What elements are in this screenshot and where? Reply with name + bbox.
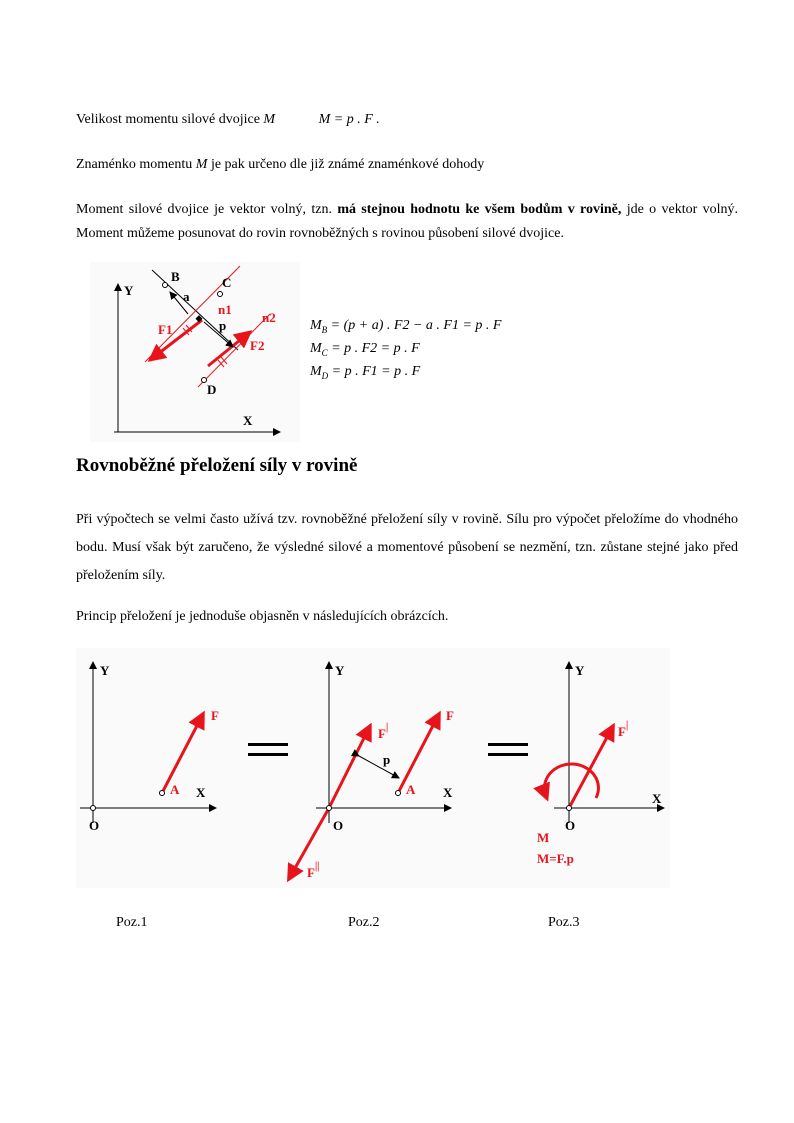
principle-paragraph: Princip přeložení je jednoduše objasněn v následujících obrázcích. — [76, 609, 449, 624]
label-b: B — [171, 269, 180, 284]
pos3-y-label: Y — [575, 663, 585, 678]
y-axis-label: Y — [124, 283, 134, 298]
pos3-origin — [567, 806, 572, 811]
pos2-p-label: p — [383, 752, 391, 767]
pos1-x-label: X — [196, 785, 206, 800]
sign-var: M — [195, 157, 208, 172]
pos2-a-label: A — [406, 782, 416, 797]
sign-text-after: je pak určeno dle již známé znaménkové dohody — [210, 157, 485, 172]
pos3-f1-label: F| — [618, 720, 629, 739]
parallel-shift-figure — [76, 648, 670, 888]
pos1-o-label: O — [89, 818, 100, 833]
x-axis-label: X — [243, 413, 253, 428]
moment-formula: M = p . F . — [318, 112, 380, 127]
pos1-a-label: A — [170, 782, 180, 797]
pos3-x-label: X — [652, 791, 662, 806]
pos2-origin — [327, 806, 332, 811]
eq-mb-sub: B — [321, 324, 328, 335]
pos1-origin — [91, 806, 96, 811]
pos1-f-label: F — [211, 708, 219, 723]
caption-pos3: Poz.3 — [548, 915, 580, 930]
moment-size-line — [76, 108, 738, 132]
eq-mb-rest: = (p + a) . F2 − a . F1 = p . F — [327, 318, 502, 333]
point-b — [163, 283, 168, 288]
parallel-shift-paragraph: Při výpočtech se velmi často užívá tzv. rovnoběžné přeložení síly v rovině. Sílu pro výpočet přeložíme do vhodného bodu. Musí však být zaručeno, že výsledné silové a momentové působení se nezmění, tzn. zůstane stejné jako před přeložením síly. — [76, 512, 738, 583]
pos2-o-label: O — [333, 818, 344, 833]
couple-figure — [90, 262, 300, 442]
pos3-m-label: M — [537, 830, 550, 845]
label-n1: n1 — [218, 302, 232, 317]
label-n2: n2 — [262, 310, 276, 325]
pos1-y-label: Y — [100, 663, 110, 678]
moment-var: M — [263, 112, 276, 127]
free-vector-text-a: Moment silové dvojice je vektor volný, tzn. — [76, 202, 332, 217]
label-f2: F2 — [250, 338, 265, 353]
pos2-f-label: F — [446, 708, 454, 723]
caption-pos2: Poz.2 — [348, 915, 380, 930]
point-c — [218, 292, 223, 297]
moment-sign-line — [76, 153, 738, 177]
pos2-x-label: X — [443, 785, 453, 800]
pos3-o-label: O — [565, 818, 576, 833]
sign-text-before: Znaménko momentu — [76, 157, 193, 172]
eq-mc-sub: C — [321, 347, 328, 358]
equation-md — [310, 360, 420, 388]
section-heading: Rovnoběžné přeložení síly v rovině — [76, 455, 358, 476]
moment-size-text: Velikost momentu silové dvojice — [76, 112, 260, 127]
eq-mc-m: M — [310, 341, 322, 356]
label-p: p — [219, 318, 227, 333]
eq-md-m: M — [310, 364, 322, 379]
free-vector-text-b: jde o vektor volný. Moment můžeme posunovat do rovin rovnoběžných s rovinou působení silové dvojice. — [76, 202, 739, 241]
eq-mc-rest: = p . F2 = p . F — [327, 341, 420, 356]
label-d: D — [207, 382, 217, 397]
eq-mb-m: M — [310, 318, 322, 333]
label-f1: F1 — [158, 322, 173, 337]
eq-md-rest: = p . F1 = p . F — [328, 364, 421, 379]
pos1-point-a — [160, 791, 165, 796]
label-a: a — [183, 289, 190, 304]
pos3-mf-label: M=F.p — [537, 851, 574, 866]
pos2-f1-label: F| — [378, 722, 389, 741]
pos2-point-a — [396, 791, 401, 796]
free-vector-bold: má stejnou hodnotu ke všem bodům v rovině, — [337, 202, 622, 217]
free-vector-paragraph — [76, 198, 738, 246]
point-d — [202, 378, 207, 383]
caption-pos1: Poz.1 — [116, 915, 148, 930]
label-c: C — [222, 275, 232, 290]
eq-md-sub: D — [321, 370, 329, 381]
pos2-y-label: Y — [335, 663, 345, 678]
pos2-f2-label: F|| — [307, 861, 320, 880]
